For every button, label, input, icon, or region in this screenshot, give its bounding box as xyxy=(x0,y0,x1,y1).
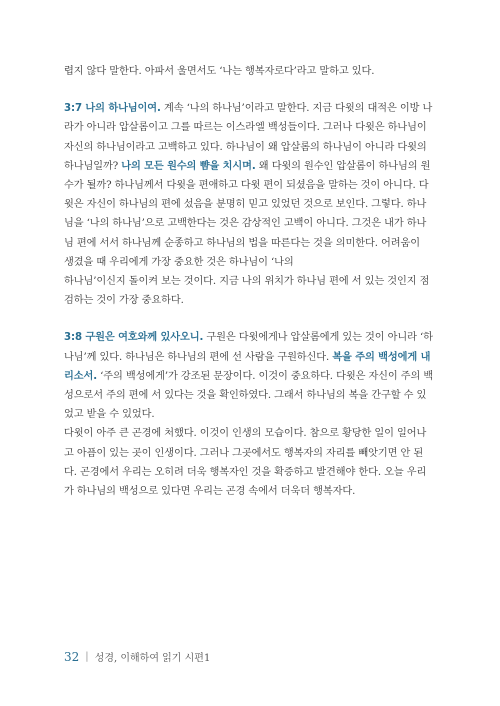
page-number: 32 xyxy=(64,649,80,664)
page-body xyxy=(64,62,436,501)
text-line: 왜 다윗의 원수인 압살롬이 하나님의 원 xyxy=(255,160,431,172)
text-line: 나님’께 있다. 하나님은 하나님의 편에 선 사람을 구원하신다. xyxy=(64,351,333,363)
text-line: 윗은 자신이 하나님의 편에 섰음을 분명히 믿고 있었던 것으로 보인다. 그렇다. 하나 xyxy=(64,199,427,211)
text-line: 계속 ‘나의 하나님’이라고 말한다. 지금 다윗의 대적은 이방 나 xyxy=(160,103,433,115)
text-line: 가 하나님의 백성으로 있다면 우리는 곤경 속에서 더욱더 행복자다. xyxy=(64,486,356,498)
text-line: 라가 아니라 압살롬이고 그를 따르는 이스라엘 백성들이다. 그러나 다윗은 하나님이 xyxy=(64,122,427,134)
book-title: 성경, 이해하여 읽기 시편1 xyxy=(94,653,211,664)
text-line: 다. 곤경에서 우리는 오히려 더욱 행복자인 것을 확증하고 발견해야 한다. 오늘 우리 xyxy=(64,466,427,478)
text-line: 검하는 것이 가장 중요하다. xyxy=(64,295,184,307)
verse-quote-3-8-part1: 복을 주의 백성에게 내 xyxy=(332,351,431,363)
text-line: 님 편에 서서 하나님께 순종하고 하나님의 법을 따른다는 것을 의미한다. 어려움이 xyxy=(64,237,420,249)
page-footer xyxy=(64,649,210,664)
text-line: 하나님일까? xyxy=(64,160,122,172)
verse-reference-3-8: 3:8 구원은 여호와께 있사오니. xyxy=(64,332,204,344)
verse-quote-3-8-part2: 리소서. xyxy=(64,370,97,382)
text-line: 었고 받을 수 있었다. xyxy=(64,409,155,421)
footer-separator: | xyxy=(85,651,89,662)
text-line: 고 아픔이 있는 곳이 인생이다. 그러나 그곳에서도 행복자의 자리를 빼앗기면 안 된 xyxy=(64,447,424,459)
text-line: 구원은 다윗에게나 압살롬에게 있는 것이 아니라 ‘하 xyxy=(203,332,433,344)
verse-3-7-paragraph xyxy=(64,99,436,310)
text-line: 님을 ‘나의 하나님’으로 고백한다는 것은 감상적인 고백이 아니다. 그것은 내가 하나 xyxy=(64,218,427,230)
verse-reference-3-7: 3:7 나의 하나님이여. xyxy=(64,103,161,115)
text-line: 성으로서 주의 편에 서 있다는 것을 확인하였다. 그래서 하나님의 복을 간구할 수 있 xyxy=(64,390,427,402)
text-line: 하나님’이신지 돌이켜 보는 것이다. 지금 나의 위치가 하나님 편에 서 있는 것인지 점 xyxy=(64,276,430,288)
text-line: 다윗이 아주 큰 곤경에 처했다. 이것이 인생의 모습이다. 참으로 황당한 일이 일어나 xyxy=(64,428,427,440)
verse-3-8-paragraph xyxy=(64,328,436,501)
text-line: 자신의 하나님이라고 고백하고 있다. 하나님이 왜 압살롬의 하나님이 아니라 다윗의 xyxy=(64,141,427,153)
intro-paragraph xyxy=(64,62,436,81)
verse-quote-3-7: 나의 모든 원수의 뺨을 치시며. xyxy=(121,160,256,172)
text-line: 생겼을 때 우리에게 가장 중요한 것은 하나님이 ‘나의 xyxy=(64,256,294,268)
text-line: ‘주의 백성에게’가 강조된 문장이다. 이것이 중요하다. 다윗은 자신이 주의 백 xyxy=(97,370,434,382)
text-line: 렵지 않다 말한다. 아파서 울면서도 ‘나는 행복자로다’라고 말하고 있다. xyxy=(64,66,375,77)
text-line: 수가 될까? 하나님께서 다윗을 편애하고 다윗 편이 되셨음을 말하는 것이 아니다. 다 xyxy=(64,180,429,192)
